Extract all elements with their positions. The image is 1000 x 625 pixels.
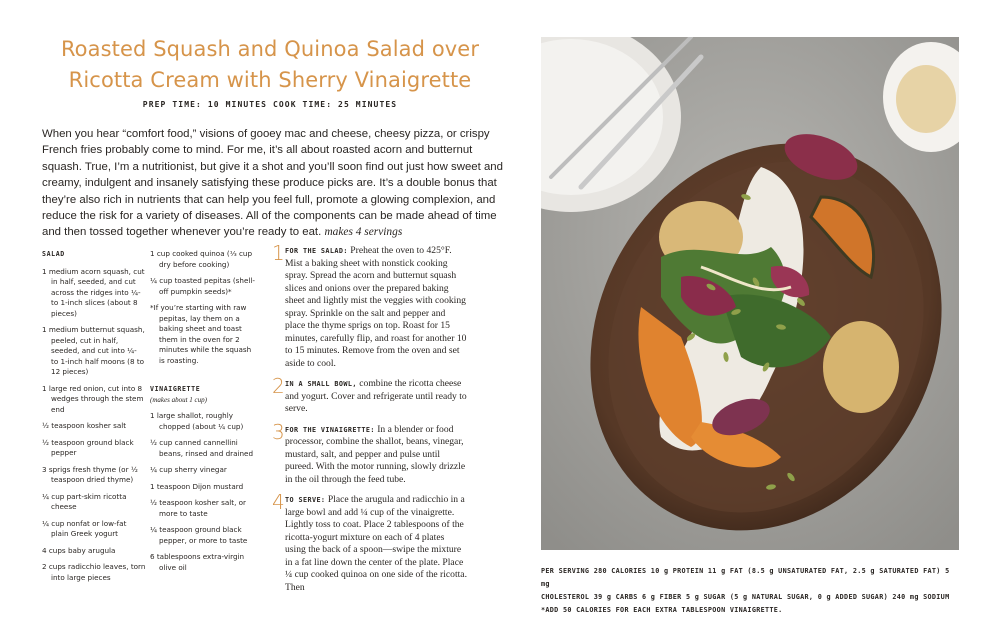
nutrition-footnote: *ADD 50 CALORIES FOR EACH EXTRA TABLESPOON VINAIGRETTE. — [541, 606, 783, 614]
ingredient-item: ½ teaspoon kosher salt — [42, 421, 127, 430]
recipe-title — [20, 34, 520, 96]
nutrition-line-1: PER SERVING 280 CALORIES 10 g PROTEIN 11 g FAT (8.5 g UNSATURATED FAT, 2.5 g SATURATED FAT) 5 mg — [541, 567, 950, 588]
step-text: combine the ricotta cheese and yogurt. Cover and refrigerate until ready to serve. — [285, 378, 467, 414]
ingredient-item: ½ cup canned cannellini beans, rinsed and drained — [150, 438, 254, 458]
ingredient-note: *If you’re starting with raw pepitas, lay them on a baking sheet and toast them in the oven for 2 minutes while the squash is roasting. — [150, 303, 252, 365]
ingredient-item: 1 cup cooked quinoa (⅓ cup dry before cooking) — [150, 249, 253, 269]
ingredient-item: ¼ teaspoon ground black pepper, or more to taste — [150, 525, 248, 545]
ingredient-item: ½ teaspoon ground black pepper — [42, 437, 134, 457]
ingredient-item: 4 cups baby arugula — [42, 545, 116, 555]
prep-cook-time: PREP TIME: 10 MINUTES COOK TIME: 25 MINUTES — [142, 100, 398, 109]
step-number: 2 — [272, 374, 285, 398]
ingredients-column-1 — [42, 249, 146, 589]
step-lead: TO SERVE: — [285, 496, 326, 504]
ingredient-item: 2 cups radicchio leaves, torn into large pieces — [42, 562, 146, 582]
step-number: 3 — [272, 419, 285, 444]
step-number: 1 — [272, 241, 285, 265]
nutrition-info — [541, 565, 961, 617]
ingredient-item: 1 large red onion, cut into 8 wedges through the stem end — [42, 383, 144, 414]
step-lead: IN A SMALL BOWL, — [285, 380, 357, 388]
step-text: Place the arugula and radicchio in a large bowl and add ¼ cup of the vinaigrette. Lightly toss to coat. Place 2 tablespoons of the ricotta-yogurt mixture on each of 4 plates using the back of a spoon—swipe the mixture in a fat line down the center of the plate. Place ¼ cup cooked quinoa on one side of the ricotta. Then — [285, 494, 467, 593]
step-3 — [272, 419, 467, 487]
ingredient-item: 3 sprigs fresh thyme (or ½ teaspoon dried thyme) — [42, 464, 138, 484]
step-text: In a blender or food processor, combine the shallot, beans, vinegar, mustard, salt, and pepper and pulse until pureed. With the motor running, slowly drizzle in the oil through the feed tube. — [285, 423, 466, 485]
step-1 — [272, 241, 467, 370]
servings: makes 4 servings — [324, 226, 403, 239]
intro-paragraph — [42, 126, 509, 241]
step-lead: FOR THE VINAIGRETTE: — [285, 425, 375, 434]
ingredient-item: 1 large shallot, roughly chopped (about ¼ cup) — [150, 411, 244, 431]
ingredient-item: ¼ cup nonfat or low-fat plain Greek yogurt — [42, 518, 127, 538]
salad-photo-illustration — [541, 37, 959, 550]
ingredient-item: ¼ cup part-skim ricotta cheese — [42, 491, 127, 511]
intro-text: When you hear “comfort food,” visions of gooey mac and cheese, cheesy pizza, or crispy French fries probably come to mind. For me, it’s all about roasted acorn and butternut squash. True, I’m a nutritionist, but give it a shot and you’ll soon find out just how sweet and creamy, indulgent and insanely satisfying these produce picks are. It’s a double bonus that they’re also rich in nutrients that can help you feel full, promote a glowing complexion, and reduce the risk for a variety of diseases. All of the components can be made ahead of time and then tossed together whenever you’re ready to eat. — [42, 128, 503, 239]
ingredient-item: ¼ cup toasted pepitas (shell-off pumpkin seeds)* — [150, 276, 255, 296]
quinoa — [823, 321, 899, 413]
ingredient-item: ½ teaspoon kosher salt, or more to taste — [150, 498, 246, 518]
step-2 — [272, 374, 467, 416]
ingredients-column-2 — [150, 249, 258, 579]
step-lead: FOR THE SALAD: — [285, 247, 348, 255]
ingredient-item: ¼ cup sherry vinegar — [150, 465, 227, 474]
step-text: Preheat the oven to 425°F. Mist a baking sheet with nonstick cooking spray. Spread the acorn and butternut squash slices and onions over the prepared baking sheet and lightly mist the veggies with cooking spray. Sprinkle on the salt and pepper and place the thyme sprigs on top. Roast for 15 minutes, carefully flip, and roast for another 10 to 15 minutes. Remove from the oven and set aside to cool. — [285, 245, 467, 369]
salad-heading: SALAD — [42, 250, 65, 258]
salad-photo — [541, 37, 959, 550]
nutrition-line-2: CHOLESTEROL 39 g CARBS 6 g FIBER 5 g SUGAR (5 g NATURAL SUGAR, 0 g ADDED SUGAR) 240 mg SODIUM — [541, 593, 950, 601]
recipe-title-line-2: Ricotta Cream with Sherry Vinaigrette — [68, 68, 472, 92]
vinaigrette-in-boat — [896, 65, 956, 133]
step-4 — [272, 490, 467, 594]
ingredient-item: 6 tablespoons extra-virgin olive oil — [150, 552, 245, 572]
directions — [272, 241, 467, 602]
vinaigrette-heading: VINAIGRETTE — [150, 385, 201, 393]
ingredient-item: 1 teaspoon Dijon mustard — [150, 481, 244, 491]
ingredient-item: 1 medium butternut squash, peeled, cut in half, seeded, and cut into ¼- to 1-inch half moons (8 to 12 pieces) — [42, 325, 145, 376]
ingredient-item: 1 medium acorn squash, cut in half, seeded, and cut across the ridges into ¼- to 1-inch slices (about 8 pieces) — [42, 266, 145, 318]
vinaigrette-yield: (makes about 1 cup) — [150, 395, 207, 404]
step-number: 4 — [272, 490, 285, 514]
recipe-title-line-1: Roasted Squash and Quinoa Salad over — [60, 37, 480, 61]
